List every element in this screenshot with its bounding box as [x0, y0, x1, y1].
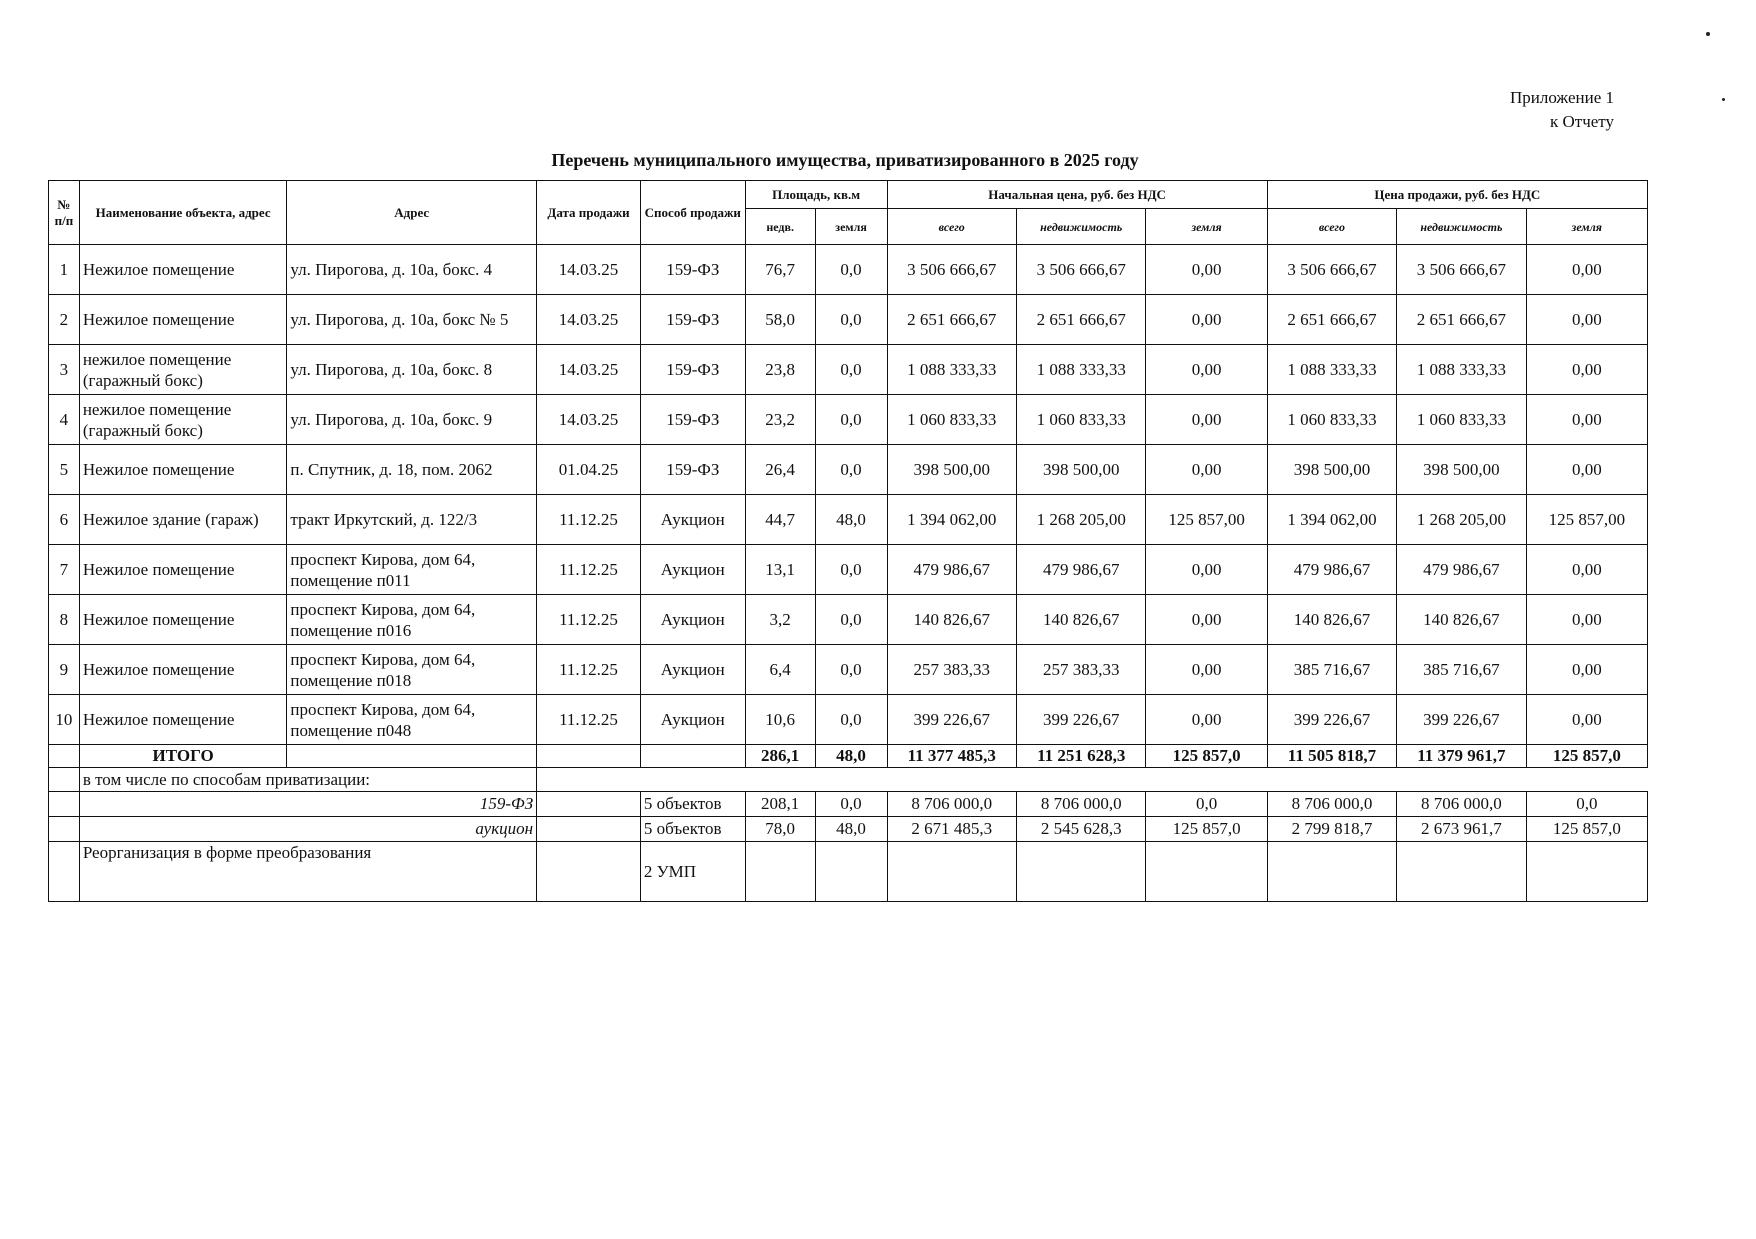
row-address: ул. Пирогова, д. 10а, бокс № 5	[287, 295, 537, 345]
row-start-total: 140 826,67	[887, 595, 1016, 645]
row-sale-land: 0,00	[1526, 595, 1647, 645]
method-start-realty: 2 545 628,3	[1016, 817, 1145, 842]
appendix-line-1: Приложение 1	[1510, 88, 1614, 107]
table-row	[49, 345, 1648, 395]
row-date: 11.12.25	[537, 595, 641, 645]
row-start-land: 0,00	[1146, 645, 1267, 695]
method-label: аукцион	[79, 817, 536, 842]
row-sale-land: 0,00	[1526, 395, 1647, 445]
row-sale-realty: 1 088 333,33	[1397, 345, 1526, 395]
row-sale-total: 1 394 062,00	[1267, 495, 1396, 545]
row-start-land: 0,00	[1146, 245, 1267, 295]
row-area-land: 0,0	[815, 595, 887, 645]
row-date: 14.03.25	[537, 295, 641, 345]
row-start-total: 1 060 833,33	[887, 395, 1016, 445]
total-area-building: 286,1	[745, 745, 815, 768]
header-address: Адрес	[287, 181, 537, 245]
method-start-realty: 8 706 000,0	[1016, 792, 1145, 817]
method-start-land: 125 857,0	[1146, 817, 1267, 842]
row-sale-land: 0,00	[1526, 295, 1647, 345]
table-row	[49, 645, 1648, 695]
row-area-building: 6,4	[745, 645, 815, 695]
method-area-land: 0,0	[815, 792, 887, 817]
table-row	[49, 245, 1648, 295]
row-area-land: 0,0	[815, 695, 887, 745]
row-num: 6	[49, 495, 80, 545]
row-method: 159-ФЗ	[640, 245, 745, 295]
header-method: Способ продажи	[640, 181, 745, 245]
total-sale-total: 11 505 818,7	[1267, 745, 1396, 768]
row-name: Нежилое здание (гараж)	[79, 495, 287, 545]
row-sale-realty: 385 716,67	[1397, 645, 1526, 695]
row-area-building: 13,1	[745, 545, 815, 595]
row-method: Аукцион	[640, 645, 745, 695]
total-row	[49, 745, 1648, 768]
method-start-land: 0,0	[1146, 792, 1267, 817]
by-method-label: в том числе по способам приватизации:	[79, 768, 536, 792]
row-date: 11.12.25	[537, 695, 641, 745]
row-area-building: 23,2	[745, 395, 815, 445]
row-start-total: 1 088 333,33	[887, 345, 1016, 395]
by-method-empty	[537, 768, 1648, 792]
row-date: 11.12.25	[537, 495, 641, 545]
row-sale-total: 1 088 333,33	[1267, 345, 1396, 395]
row-area-land: 0,0	[815, 545, 887, 595]
row-sale-land: 0,00	[1526, 545, 1647, 595]
row-num: 9	[49, 645, 80, 695]
row-name: Нежилое помещение	[79, 245, 287, 295]
row-address: ул. Пирогова, д. 10а, бокс. 4	[287, 245, 537, 295]
header-name: Наименование объекта, адрес	[79, 181, 287, 245]
table-row	[49, 495, 1648, 545]
header-date: Дата продажи	[537, 181, 641, 245]
row-num: 3	[49, 345, 80, 395]
table-row	[49, 545, 1648, 595]
row-area-building: 44,7	[745, 495, 815, 545]
row-sale-total: 3 506 666,67	[1267, 245, 1396, 295]
row-address: проспект Кирова, дом 64, помещение п018	[287, 645, 537, 695]
row-sale-total: 399 226,67	[1267, 695, 1396, 745]
row-start-realty: 3 506 666,67	[1016, 245, 1145, 295]
row-sale-realty: 140 826,67	[1397, 595, 1526, 645]
total-start-total: 11 377 485,3	[887, 745, 1016, 768]
row-method: Аукцион	[640, 595, 745, 645]
header-area: Площадь, кв.м	[745, 181, 887, 209]
row-start-land: 0,00	[1146, 695, 1267, 745]
row-name: Нежилое помещение	[79, 695, 287, 745]
total-start-land: 125 857,0	[1146, 745, 1267, 768]
row-sale-realty: 398 500,00	[1397, 445, 1526, 495]
row-method: Аукцион	[640, 695, 745, 745]
row-name: Нежилое помещение	[79, 545, 287, 595]
row-sale-land: 0,00	[1526, 245, 1647, 295]
method-area-building: 208,1	[745, 792, 815, 817]
row-num: 2	[49, 295, 80, 345]
row-start-land: 0,00	[1146, 595, 1267, 645]
row-start-realty: 1 060 833,33	[1016, 395, 1145, 445]
table-row	[49, 595, 1648, 645]
row-area-land: 0,0	[815, 395, 887, 445]
row-num: 10	[49, 695, 80, 745]
row-sale-realty: 1 060 833,33	[1397, 395, 1526, 445]
row-sale-total: 479 986,67	[1267, 545, 1396, 595]
row-start-realty: 399 226,67	[1016, 695, 1145, 745]
row-date: 11.12.25	[537, 645, 641, 695]
row-sale-realty: 479 986,67	[1397, 545, 1526, 595]
row-start-realty: 1 268 205,00	[1016, 495, 1145, 545]
row-start-land: 0,00	[1146, 445, 1267, 495]
row-name: нежилое помещение (гаражный бокс)	[79, 345, 287, 395]
table-row	[49, 445, 1648, 495]
total-num	[49, 745, 80, 768]
row-name: Нежилое помещение	[79, 645, 287, 695]
method-row-auction	[49, 817, 1648, 842]
table-row	[49, 395, 1648, 445]
method-start-total: 8 706 000,0	[887, 792, 1016, 817]
row-date: 14.03.25	[537, 395, 641, 445]
row-sale-realty: 2 651 666,67	[1397, 295, 1526, 345]
row-method: 159-ФЗ	[640, 295, 745, 345]
row-num: 4	[49, 395, 80, 445]
row-method: 159-ФЗ	[640, 395, 745, 445]
row-method: 159-ФЗ	[640, 445, 745, 495]
row-start-realty: 479 986,67	[1016, 545, 1145, 595]
row-method: 159-ФЗ	[640, 345, 745, 395]
header-start-price: Начальная цена, руб. без НДС	[887, 181, 1267, 209]
row-name: Нежилое помещение	[79, 445, 287, 495]
row-start-total: 3 506 666,67	[887, 245, 1016, 295]
method-count: 5 объектов	[640, 792, 745, 817]
appendix-line-2: к Отчету	[1549, 112, 1614, 131]
method-sale-realty: 8 706 000,0	[1397, 792, 1526, 817]
row-start-realty: 398 500,00	[1016, 445, 1145, 495]
method-area-building: 78,0	[745, 817, 815, 842]
total-address	[287, 745, 537, 768]
row-date: 14.03.25	[537, 245, 641, 295]
row-date: 14.03.25	[537, 345, 641, 395]
row-num: 1	[49, 245, 80, 295]
row-num: 5	[49, 445, 80, 495]
row-start-realty: 140 826,67	[1016, 595, 1145, 645]
row-num: 8	[49, 595, 80, 645]
row-start-land: 0,00	[1146, 295, 1267, 345]
header-start-land: земля	[1146, 209, 1267, 245]
reorg-value: 2 УМП	[640, 842, 745, 902]
reorg-row	[49, 842, 1648, 902]
row-sale-land: 0,00	[1526, 445, 1647, 495]
header-sale-price: Цена продажи, руб. без НДС	[1267, 181, 1647, 209]
method-count: 5 объектов	[640, 817, 745, 842]
privatization-table	[48, 180, 1648, 902]
row-sale-realty: 1 268 205,00	[1397, 495, 1526, 545]
row-area-land: 0,0	[815, 345, 887, 395]
row-address: проспект Кирова, дом 64, помещение п048	[287, 695, 537, 745]
scan-mark-dot	[1706, 32, 1710, 36]
row-address: п. Спутник, д. 18, пом. 2062	[287, 445, 537, 495]
row-sale-realty: 3 506 666,67	[1397, 245, 1526, 295]
table-row	[49, 695, 1648, 745]
document-title: Перечень муниципального имущества, приватизированного в 2025 году	[551, 150, 1139, 170]
by-method-num	[49, 768, 80, 792]
row-num: 7	[49, 545, 80, 595]
row-area-building: 26,4	[745, 445, 815, 495]
row-area-land: 0,0	[815, 245, 887, 295]
reorg-label: Реорганизация в форме преобразования	[79, 842, 536, 902]
total-sale-realty: 11 379 961,7	[1397, 745, 1526, 768]
row-area-building: 58,0	[745, 295, 815, 345]
row-start-total: 398 500,00	[887, 445, 1016, 495]
row-name: нежилое помещение (гаражный бокс)	[79, 395, 287, 445]
row-sale-total: 140 826,67	[1267, 595, 1396, 645]
row-sale-land: 125 857,00	[1526, 495, 1647, 545]
row-start-realty: 2 651 666,67	[1016, 295, 1145, 345]
row-address: ул. Пирогова, д. 10а, бокс. 8	[287, 345, 537, 395]
method-sale-total: 8 706 000,0	[1267, 792, 1396, 817]
row-date: 01.04.25	[537, 445, 641, 495]
row-name: Нежилое помещение	[79, 595, 287, 645]
header-sale-realty: недвижимость	[1397, 209, 1526, 245]
row-start-realty: 257 383,33	[1016, 645, 1145, 695]
row-address: ул. Пирогова, д. 10а, бокс. 9	[287, 395, 537, 445]
row-start-land: 125 857,00	[1146, 495, 1267, 545]
method-sale-total: 2 799 818,7	[1267, 817, 1396, 842]
total-area-land: 48,0	[815, 745, 887, 768]
total-start-realty: 11 251 628,3	[1016, 745, 1145, 768]
row-area-building: 3,2	[745, 595, 815, 645]
header-start-realty: недвижимость	[1016, 209, 1145, 245]
row-start-total: 479 986,67	[887, 545, 1016, 595]
method-label: 159-ФЗ	[79, 792, 536, 817]
table-row	[49, 295, 1648, 345]
row-sale-total: 2 651 666,67	[1267, 295, 1396, 345]
row-start-land: 0,00	[1146, 545, 1267, 595]
row-address: проспект Кирова, дом 64, помещение п011	[287, 545, 537, 595]
row-start-total: 257 383,33	[887, 645, 1016, 695]
row-sale-total: 398 500,00	[1267, 445, 1396, 495]
row-method: Аукцион	[640, 545, 745, 595]
row-start-total: 2 651 666,67	[887, 295, 1016, 345]
header-sale-total: всего	[1267, 209, 1396, 245]
method-start-total: 2 671 485,3	[887, 817, 1016, 842]
row-start-land: 0,00	[1146, 345, 1267, 395]
method-area-land: 48,0	[815, 817, 887, 842]
row-area-land: 0,0	[815, 295, 887, 345]
header-row	[49, 181, 1648, 209]
row-sale-realty: 399 226,67	[1397, 695, 1526, 745]
method-sale-realty: 2 673 961,7	[1397, 817, 1526, 842]
method-sale-land: 0,0	[1526, 792, 1647, 817]
header-area-land: земля	[815, 209, 887, 245]
row-start-land: 0,00	[1146, 395, 1267, 445]
row-start-total: 1 394 062,00	[887, 495, 1016, 545]
row-address: проспект Кирова, дом 64, помещение п016	[287, 595, 537, 645]
header-num: № п/п	[49, 181, 80, 245]
header-start-total: всего	[887, 209, 1016, 245]
header-area-building: недв.	[745, 209, 815, 245]
appendix-note	[1510, 86, 1614, 134]
row-area-building: 10,6	[745, 695, 815, 745]
row-sale-land: 0,00	[1526, 645, 1647, 695]
scan-mark-dot	[1722, 98, 1725, 101]
total-label: ИТОГО	[79, 745, 287, 768]
by-method-row	[49, 768, 1648, 792]
total-sale-land: 125 857,0	[1526, 745, 1647, 768]
row-method: Аукцион	[640, 495, 745, 545]
total-method	[640, 745, 745, 768]
row-area-building: 23,8	[745, 345, 815, 395]
row-area-building: 76,7	[745, 245, 815, 295]
total-date	[537, 745, 641, 768]
row-date: 11.12.25	[537, 545, 641, 595]
row-start-realty: 1 088 333,33	[1016, 345, 1145, 395]
row-area-land: 48,0	[815, 495, 887, 545]
row-name: Нежилое помещение	[79, 295, 287, 345]
row-address: тракт Иркутский, д. 122/3	[287, 495, 537, 545]
row-sale-total: 385 716,67	[1267, 645, 1396, 695]
row-area-land: 0,0	[815, 445, 887, 495]
method-row-159fz	[49, 792, 1648, 817]
row-area-land: 0,0	[815, 645, 887, 695]
row-sale-land: 0,00	[1526, 695, 1647, 745]
row-sale-total: 1 060 833,33	[1267, 395, 1396, 445]
header-sale-land: земля	[1526, 209, 1647, 245]
method-sale-land: 125 857,0	[1526, 817, 1647, 842]
row-sale-land: 0,00	[1526, 345, 1647, 395]
row-start-total: 399 226,67	[887, 695, 1016, 745]
